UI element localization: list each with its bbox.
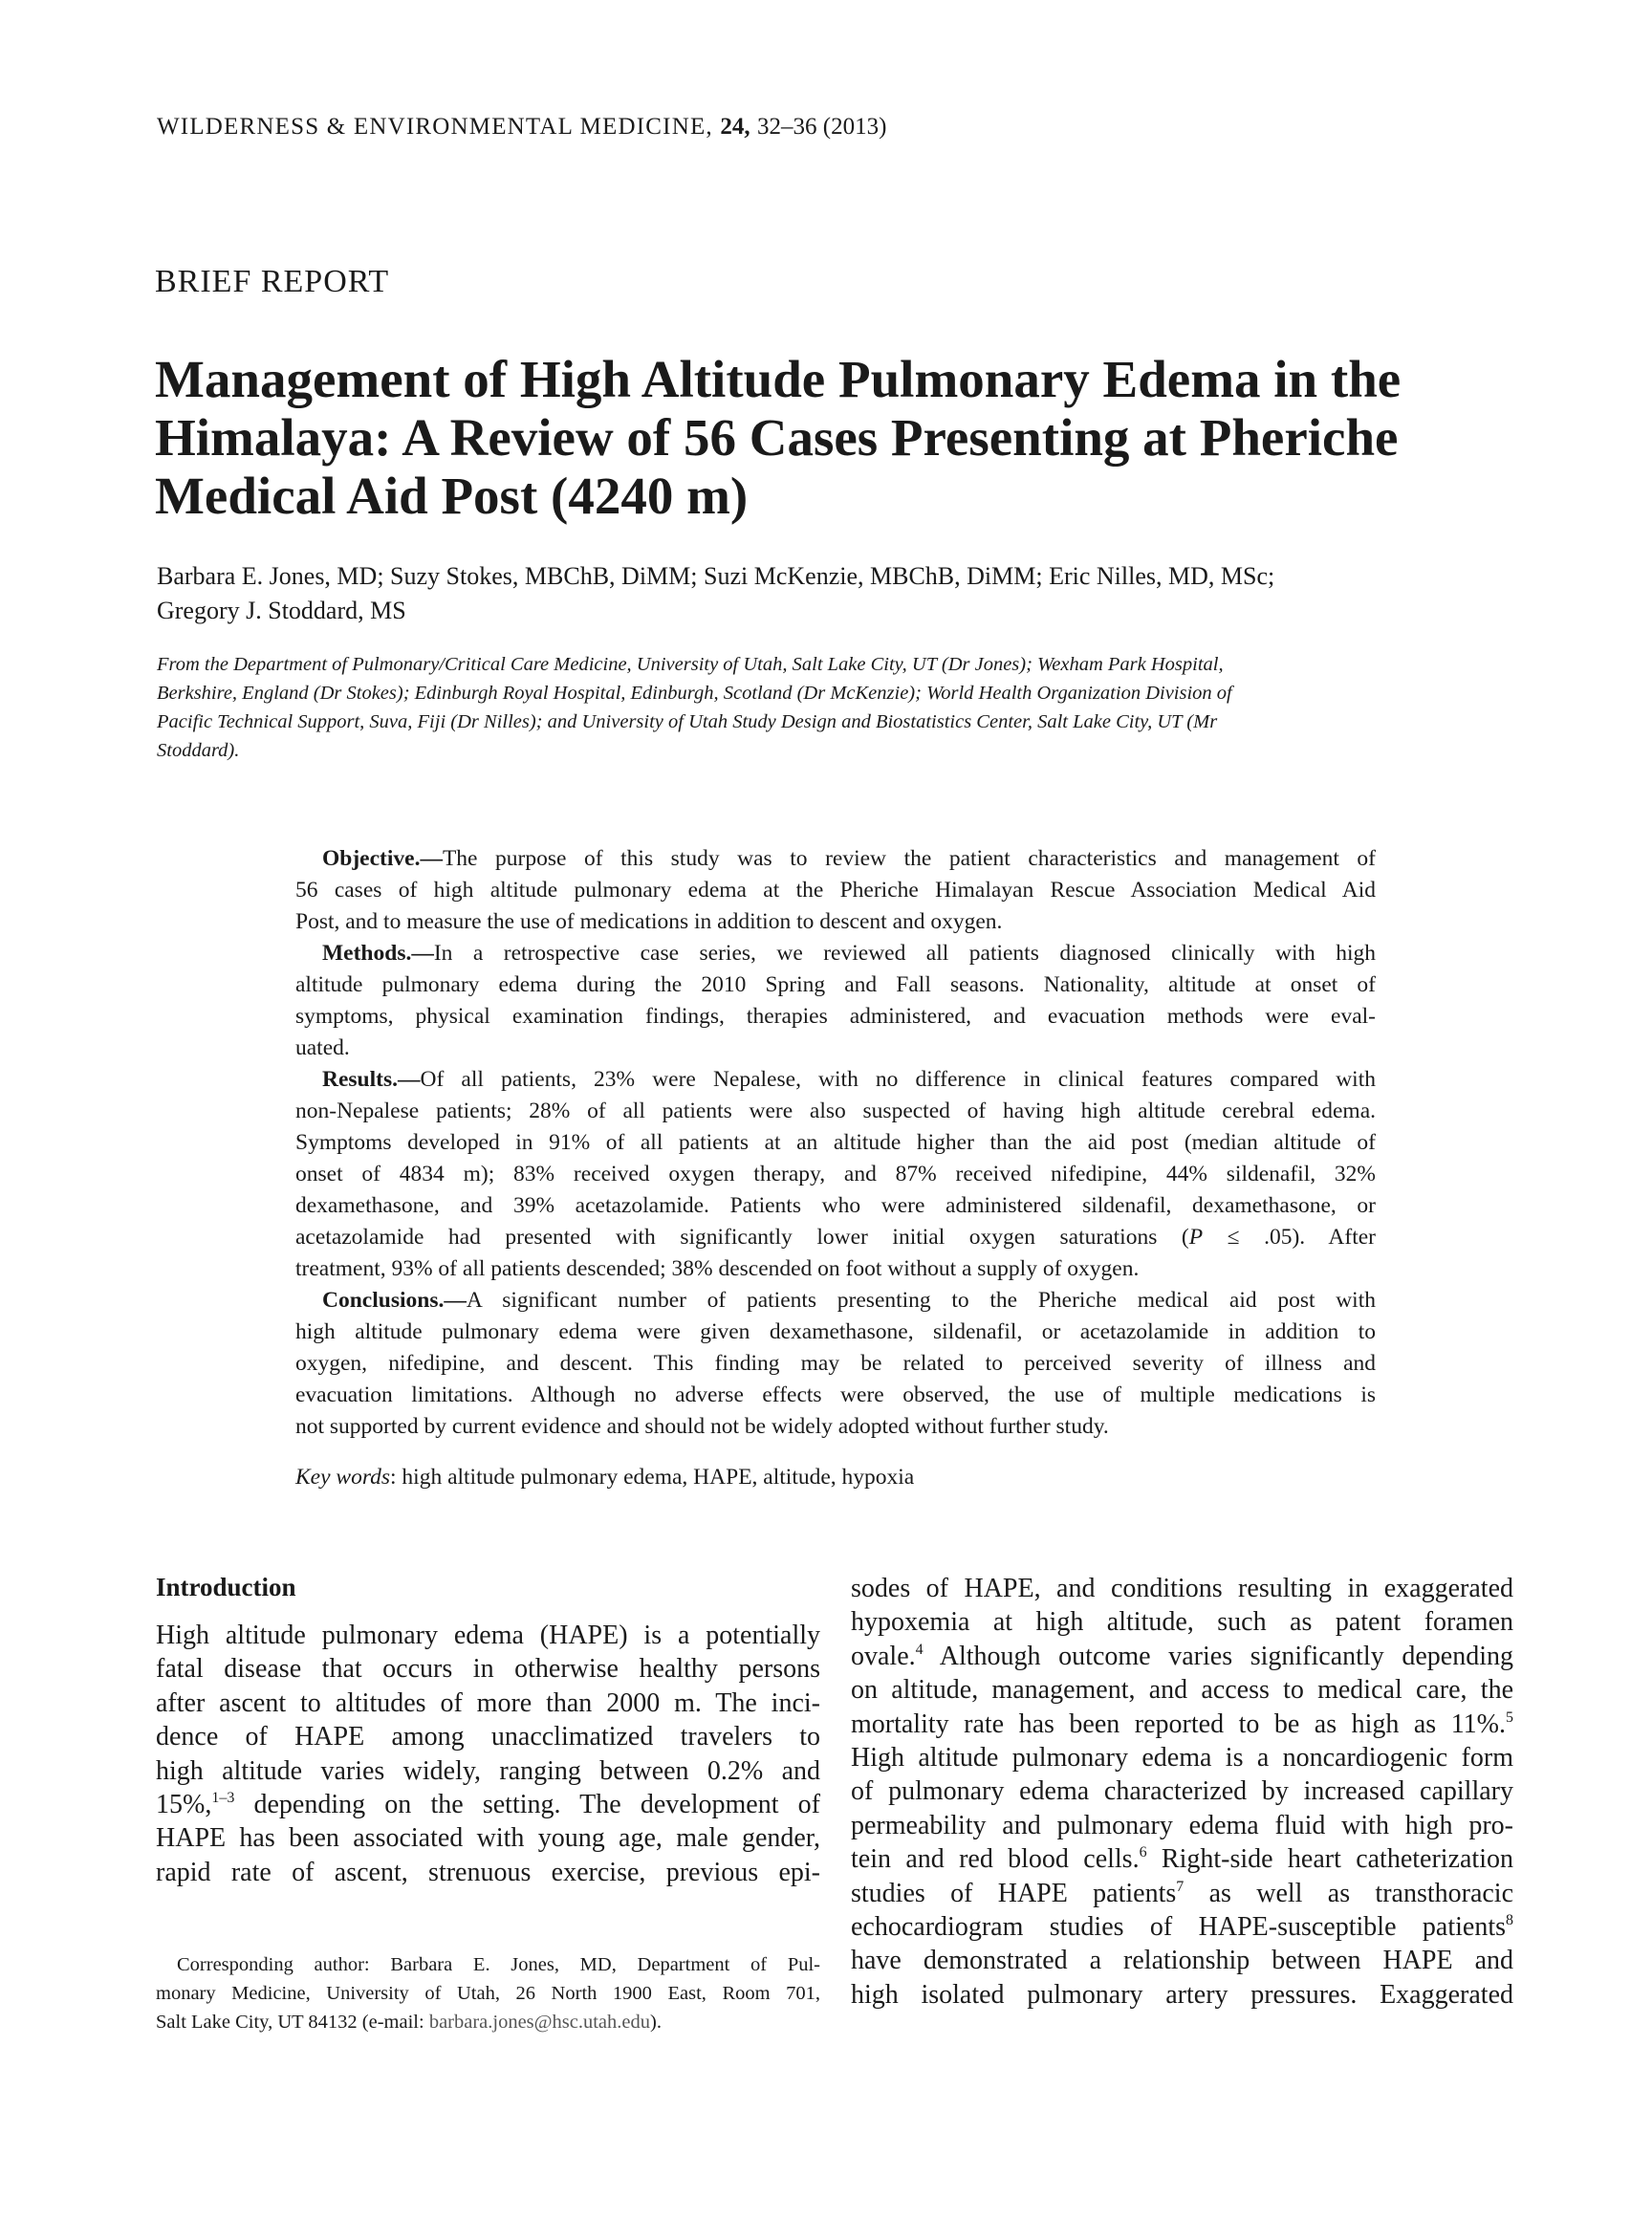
citation-ref: 1–3 — [211, 1790, 235, 1807]
results-label: Results.— — [322, 1067, 421, 1092]
body-line: after ascent to altitudes of more than 2000 m. The inci- — [156, 1687, 820, 1718]
footnote-line: Corresponding author: Barbara E. Jones, MD, Department of Pul- — [177, 1954, 820, 1975]
title-line: Himalaya: A Review of 56 Cases Presenting at Pheriche — [155, 408, 1399, 467]
body-line: High altitude pulmonary edema is a noncardiogenic form — [851, 1743, 1513, 1774]
body-column-right — [851, 1572, 1513, 2012]
objective-label: Objective.— — [322, 846, 443, 871]
abstract-line: Symptoms developed in 91% of all patients at an altitude higher than the aid post (median altitude of — [295, 1130, 1376, 1155]
abstract-line: dexamethasone, and 39% acetazolamide. Patients who were administered sildenafil, dexamethasone, or — [295, 1193, 1376, 1218]
keywords — [295, 1465, 914, 1491]
citation-ref: 7 — [1176, 1878, 1185, 1895]
keywords-label: Key words — [295, 1465, 391, 1490]
body-line: high altitude varies widely, ranging between 0.2% and — [156, 1755, 820, 1786]
body-line: dence of HAPE among unacclimatized travelers to — [156, 1722, 820, 1752]
abstract-line: onset of 4834 m); 83% received oxygen therapy, and 87% received nifedipine, 44% sildenafil, 32% — [295, 1162, 1376, 1186]
footnote-line: Salt Lake City, UT 84132 (e-mail: barbara.jones@hsc.utah.edu). — [156, 2012, 662, 2033]
citation-ref: 5 — [1506, 1709, 1513, 1726]
abstract — [295, 843, 1376, 1443]
abstract-line: oxygen, nifedipine, and descent. This finding may be related to perceived severity of illness and — [295, 1351, 1376, 1376]
abstract-line: Conclusions.—A significant number of patients presenting to the Pheriche medical aid post with — [322, 1288, 1376, 1313]
body-line: have demonstrated a relationship between HAPE and — [851, 1946, 1513, 1976]
abstract-line: high altitude pulmonary edema were given dexamethasone, sildenafil, or acetazolamide in addition to — [295, 1319, 1376, 1344]
citation-ref: 4 — [915, 1641, 924, 1658]
citation-ref: 8 — [1506, 1912, 1513, 1929]
author-line: Gregory J. Stoddard, MS — [157, 597, 406, 624]
abstract-line: Results.—Of all patients, 23% were Nepalese, with no difference in clinical features compared with — [322, 1067, 1376, 1092]
abstract-line: altitude pulmonary edema during the 2010 Spring and Fall seasons. Nationality, altitude at onset of — [295, 972, 1376, 997]
abstract-line: acetazolamide had presented with significantly lower initial oxygen saturations (P ≤ .05). After — [295, 1225, 1376, 1250]
footnote-line: monary Medicine, University of Utah, 26 North 1900 East, Room 701, — [156, 1983, 820, 2004]
email-link[interactable]: barbara.jones@hsc.utah.edu — [428, 2012, 651, 2033]
conclusions-label: Conclusions.— — [322, 1288, 467, 1313]
citation-ref: 6 — [1139, 1844, 1147, 1861]
body-line: 15%,$^{1-3}$ depending on the setting. The development of — [156, 1790, 820, 1820]
body-line: fatal disease that occurs in otherwise healthy persons — [156, 1654, 820, 1685]
abstract-line: non-Nepalese patients; 28% of all patients were also suspected of having high altitude cerebral edema. — [295, 1099, 1376, 1123]
title-line: Medical Aid Post (4240 m) — [155, 467, 749, 525]
affiliation-line: Pacific Technical Support, Suva, Fiji (Dr Nilles); and University of Utah Study Design and Biostatistics Center, Salt Lake City, UT (Mr — [157, 711, 1218, 732]
journal-pages: 32–36 (2013) — [757, 114, 887, 140]
body-line: sodes of HAPE, and conditions resulting in exaggerated — [851, 1574, 1513, 1603]
body-column-left — [156, 1619, 820, 1889]
section-label: BRIEF REPORT — [155, 264, 390, 299]
affiliation-line: From the Department of Pulmonary/Critical Care Medicine, University of Utah, Salt Lake City, UT (Dr Jones); Wexham Park Hospital, — [157, 654, 1224, 675]
author-list — [157, 559, 1514, 628]
body-line: of pulmonary edema characterized by increased capillary — [851, 1776, 1513, 1807]
corresponding-author-footnote — [156, 1950, 820, 2036]
abstract-line: symptoms, physical examination findings, therapies administered, and evacuation methods were eval- — [295, 1004, 1376, 1029]
article-title — [155, 350, 1512, 525]
affiliations — [157, 650, 1514, 765]
affiliation-line: Berkshire, England (Dr Stokes); Edinburgh Royal Hospital, Edinburgh, Scotland (Dr McKenzie); World Health Organization Division of — [157, 683, 1232, 704]
body-line: high isolated pulmonary artery pressures. Exaggerated — [851, 1979, 1513, 2010]
body-line: hypoxemia at high altitude, such as patent foramen — [851, 1607, 1513, 1638]
body-line: studies of HAPE patients$^7$ as well as transthoracic — [851, 1878, 1514, 1908]
body-line: on altitude, management, and access to medical care, the — [851, 1675, 1513, 1706]
abstract-line: Methods.—In a retrospective case series, we reviewed all patients diagnosed clinically with high — [322, 941, 1376, 966]
body-line: ovale.$^4$ Although outcome varies significantly depending — [851, 1641, 1513, 1671]
journal-name: WILDERNESS & ENVIRONMENTAL MEDICINE, — [157, 114, 713, 140]
abstract-line: Post, and to measure the use of medications in addition to descent and oxygen. — [295, 909, 1003, 934]
body-line: mortality rate has been reported to be as high as 11%.$^5$ — [851, 1709, 1513, 1739]
section-heading-introduction: Introduction — [156, 1573, 296, 1601]
body-line: permeability and pulmonary edema fluid with high pro- — [851, 1810, 1513, 1840]
journal-volume: 24, — [720, 114, 750, 140]
methods-label: Methods.— — [322, 941, 434, 966]
body-line: HAPE has been associated with young age, male gender, — [156, 1823, 820, 1854]
abstract-line: treatment, 93% of all patients descended; 38% descended on foot without a supply of oxygen. — [295, 1256, 1140, 1281]
abstract-line: Objective.—The purpose of this study was to review the patient characteristics and management of — [322, 846, 1376, 871]
abstract-line: 56 cases of high altitude pulmonary edema at the Pheriche Himalayan Rescue Association Medical Aid — [295, 878, 1376, 903]
body-line: echocardiogram studies of HAPE-susceptible patients$^8$ — [851, 1912, 1513, 1943]
title-line: Management of High Altitude Pulmonary Edema in the — [155, 350, 1402, 408]
affiliation-line: Stoddard). — [157, 740, 240, 761]
abstract-line: not supported by current evidence and should not be widely adopted without further study. — [295, 1414, 1109, 1439]
abstract-line: evacuation limitations. Although no adverse effects were observed, the use of multiple medications is — [295, 1382, 1376, 1407]
body-line: tein and red blood cells.$^6$ Right-side heart catheterization — [851, 1844, 1513, 1875]
abstract-line: uated. — [295, 1035, 350, 1060]
body-line: rapid rate of ascent, strenuous exercise, previous epi- — [156, 1857, 820, 1887]
keywords-text: : high altitude pulmonary edema, HAPE, altitude, hypoxia — [390, 1465, 915, 1490]
running-head — [157, 114, 886, 141]
author-line: Barbara E. Jones, MD; Suzy Stokes, MBChB, DiMM; Suzi McKenzie, MBChB, DiMM; Eric Nilles, MD, MSc; — [157, 562, 1275, 590]
body-line: High altitude pulmonary edema (HAPE) is a potentially — [156, 1621, 820, 1650]
